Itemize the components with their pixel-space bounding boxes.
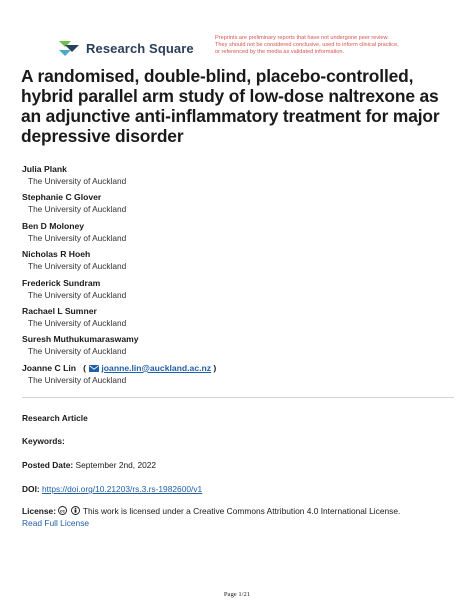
keywords-label: Keywords: [22, 436, 65, 446]
author-affiliation: The University of Auckland [28, 176, 127, 186]
license-text: This work is licensed under a Creative Commons Attribution 4.0 International License. [82, 506, 401, 516]
notice-line: or referenced by the media as validated information. [215, 49, 345, 56]
title-line: an adjunctive anti-inflammatory treatment for major [21, 106, 440, 126]
doi-label: DOI: [22, 484, 40, 494]
author-entry [22, 334, 442, 362]
article-type [22, 413, 88, 424]
license-label: License: [22, 506, 56, 516]
title-line: hybrid parallel arm study of low-dose naltrexone as [21, 86, 439, 106]
read-full-license-link[interactable]: Read Full License [22, 518, 90, 528]
author-name-row [22, 363, 442, 374]
author-entry [22, 221, 442, 249]
read-license-row [22, 518, 89, 529]
research-square-logo[interactable] [57, 38, 194, 58]
keywords-row [22, 436, 65, 447]
author-affiliation: The University of Auckland [28, 317, 127, 328]
research-square-logo-icon [57, 38, 81, 58]
author-affiliation: The University of Auckland [28, 374, 127, 385]
author-name[interactable]: Suresh Muthukumaraswamy [22, 334, 139, 345]
author-name[interactable]: Joanne C Lin [22, 362, 76, 373]
author-entry [22, 192, 442, 220]
title-line: A randomised, double-blind, placebo-controlled, [21, 66, 414, 86]
license-row [22, 506, 400, 517]
corresponding-email-block [78, 363, 216, 373]
posted-date-row [22, 460, 156, 471]
corresponding-email-link[interactable]: joanne.lin@auckland.ac.nz [101, 362, 212, 373]
article-type-label: Research Article [22, 413, 88, 423]
author-affiliation: The University of Auckland [28, 289, 127, 300]
author-entry [22, 164, 442, 192]
author-entry-corresponding [22, 363, 442, 391]
author-name[interactable]: Nicholas R Hoeh [22, 249, 91, 260]
author-affiliation: The University of Auckland [28, 204, 127, 215]
posted-date-value: September 2nd, 2022 [75, 460, 157, 470]
page-number: Page 1/21 [223, 591, 251, 598]
by-icon [71, 506, 80, 515]
author-affiliation: The University of Auckland [28, 261, 127, 272]
author-entry [22, 249, 442, 277]
author-name[interactable]: Julia Plank [22, 164, 67, 174]
author-list [22, 164, 442, 391]
author-name[interactable]: Rachael L Sumner [22, 305, 97, 316]
notice-line: Preprints are preliminary reports that have not undergone peer review. [215, 35, 389, 41]
author-affiliation: The University of Auckland [28, 232, 127, 243]
preprint-notice [215, 35, 445, 57]
notice-line: They should not be considered conclusive, used to inform clinical practice, [215, 42, 399, 49]
doi-link[interactable]: https://doi.org/10.21203/rs.3.rs-1982600/v1 [42, 484, 203, 494]
logo-text: Research Square [86, 40, 194, 56]
author-name[interactable]: Stephanie C Glover [22, 192, 102, 203]
paper-title [21, 66, 461, 146]
paren-open: ( [83, 362, 87, 373]
author-entry [22, 306, 442, 334]
cc-icon [58, 506, 67, 515]
svg-text:cc: cc [60, 508, 66, 514]
envelope-icon [89, 365, 99, 372]
author-name[interactable]: Ben D Moloney [22, 220, 85, 231]
section-divider [22, 397, 454, 398]
author-entry [22, 278, 442, 306]
paren-close: ) [213, 362, 217, 373]
author-name[interactable]: Frederick Sundram [22, 277, 101, 288]
posted-date-label: Posted Date: [22, 460, 74, 470]
doi-row [22, 484, 202, 495]
author-affiliation: The University of Auckland [28, 346, 127, 357]
title-line: depressive disorder [21, 126, 184, 146]
